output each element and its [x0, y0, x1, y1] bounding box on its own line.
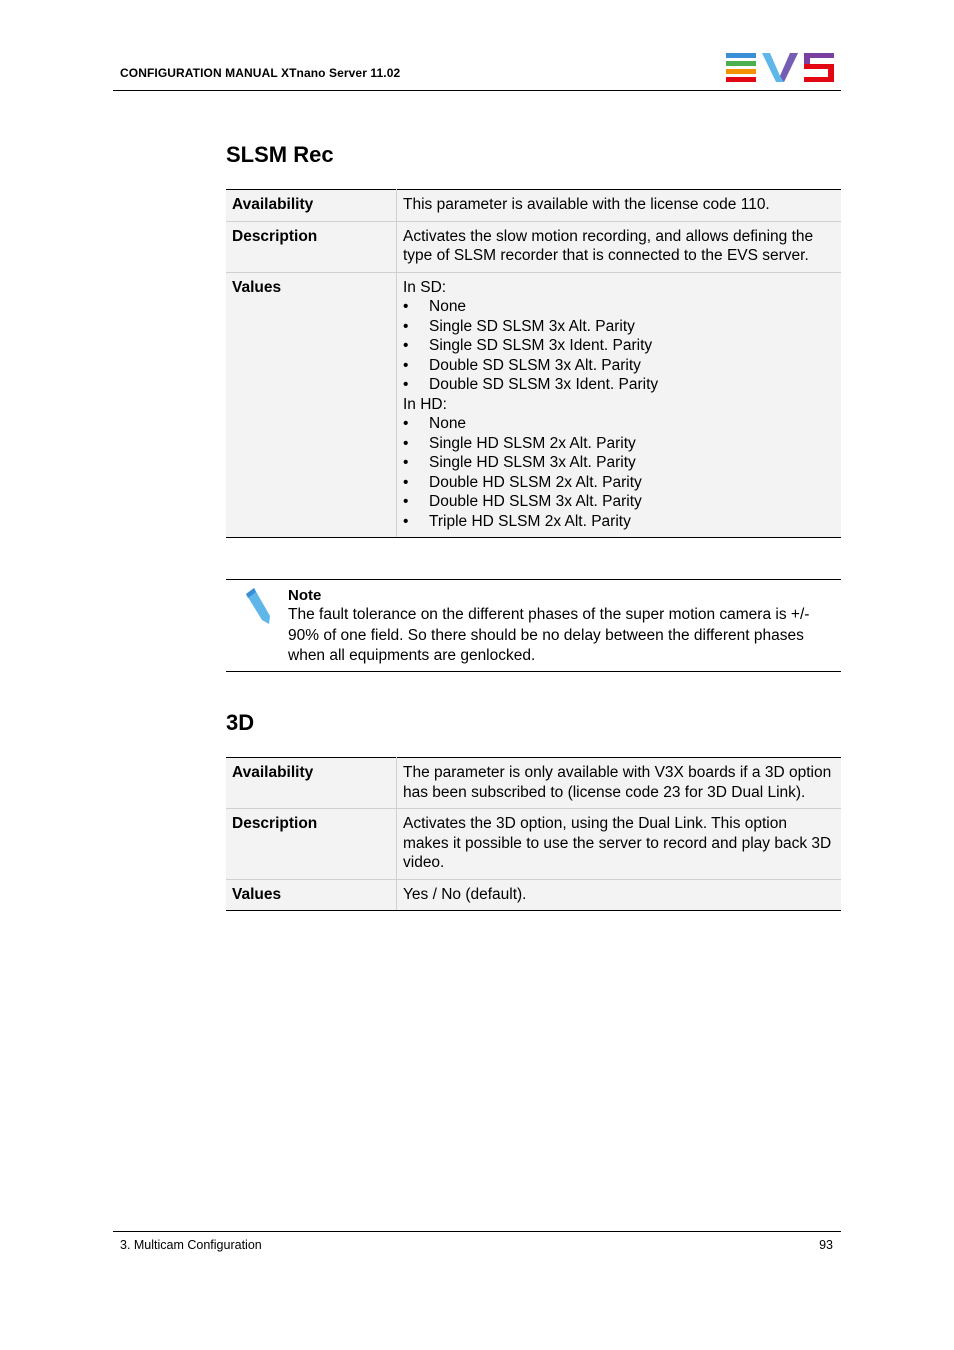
list-item: • None — [403, 414, 835, 434]
table-row — [226, 221, 841, 272]
evs-logo — [724, 52, 836, 82]
list-item: • Double HD SLSM 2x Alt. Parity — [403, 473, 835, 493]
slsm-rec-table — [226, 189, 841, 538]
list-item: • Double SD SLSM 3x Ident. Parity — [403, 375, 835, 395]
hd-list — [403, 414, 835, 531]
table-row — [226, 879, 841, 911]
header-title: CONFIGURATION MANUAL XTnano Server 11.02 — [120, 66, 401, 80]
hd-label: In HD: — [403, 395, 447, 413]
note-text: The fault tolerance on the different phases of the super motion camera is +/- 90% of one field. So there should be no delay between the different phases when all equipments are genlocked. — [288, 606, 810, 664]
list-item: • Double SD SLSM 3x Alt. Parity — [403, 356, 835, 376]
note-label: Note — [288, 587, 322, 604]
table-row — [226, 272, 841, 538]
row-value: This parameter is available with the license code 110. — [397, 190, 842, 222]
header-rule — [113, 90, 841, 91]
section-title-slsm-rec: SLSM Rec — [226, 142, 334, 167]
list-item: • Triple HD SLSM 2x Alt. Parity — [403, 512, 835, 532]
footer-chapter: 3. Multicam Configuration — [120, 1238, 262, 1252]
list-item: • Single HD SLSM 3x Alt. Parity — [403, 453, 835, 473]
row-value: The parameter is only available with V3X boards if a 3D option has been subscribed to (license code 23 for 3D Dual Link). — [397, 758, 842, 809]
footer-rule — [113, 1231, 841, 1232]
list-item: • Single SD SLSM 3x Ident. Parity — [403, 336, 835, 356]
row-value — [397, 272, 842, 538]
note-box — [226, 579, 841, 672]
row-key: Values — [226, 879, 397, 911]
row-key: Description — [226, 809, 397, 880]
row-value: Yes / No (default). — [397, 879, 842, 911]
sd-list — [403, 297, 835, 395]
table-row — [226, 809, 841, 880]
page-number: 93 — [819, 1238, 833, 1252]
list-item: • Double HD SLSM 3x Alt. Parity — [403, 492, 835, 512]
row-key: Availability — [226, 190, 397, 222]
row-key: Values — [226, 272, 397, 538]
table-row — [226, 758, 841, 809]
row-key: Description — [226, 221, 397, 272]
pencil-icon — [242, 586, 272, 626]
table-row — [226, 190, 841, 222]
section-title-3d: 3D — [226, 710, 255, 735]
sd-label: In SD: — [403, 278, 447, 296]
row-value: Activates the 3D option, using the Dual Link. This option makes it possible to use the server to record and play back 3D video. — [397, 809, 842, 880]
list-item: • None — [403, 297, 835, 317]
3d-table — [226, 757, 841, 911]
row-key: Availability — [226, 758, 397, 809]
row-value: Activates the slow motion recording, and allows defining the type of SLSM recorder that is connected to the EVS server. — [397, 221, 842, 272]
list-item: • Single SD SLSM 3x Alt. Parity — [403, 317, 835, 337]
list-item: • Single HD SLSM 2x Alt. Parity — [403, 434, 835, 454]
